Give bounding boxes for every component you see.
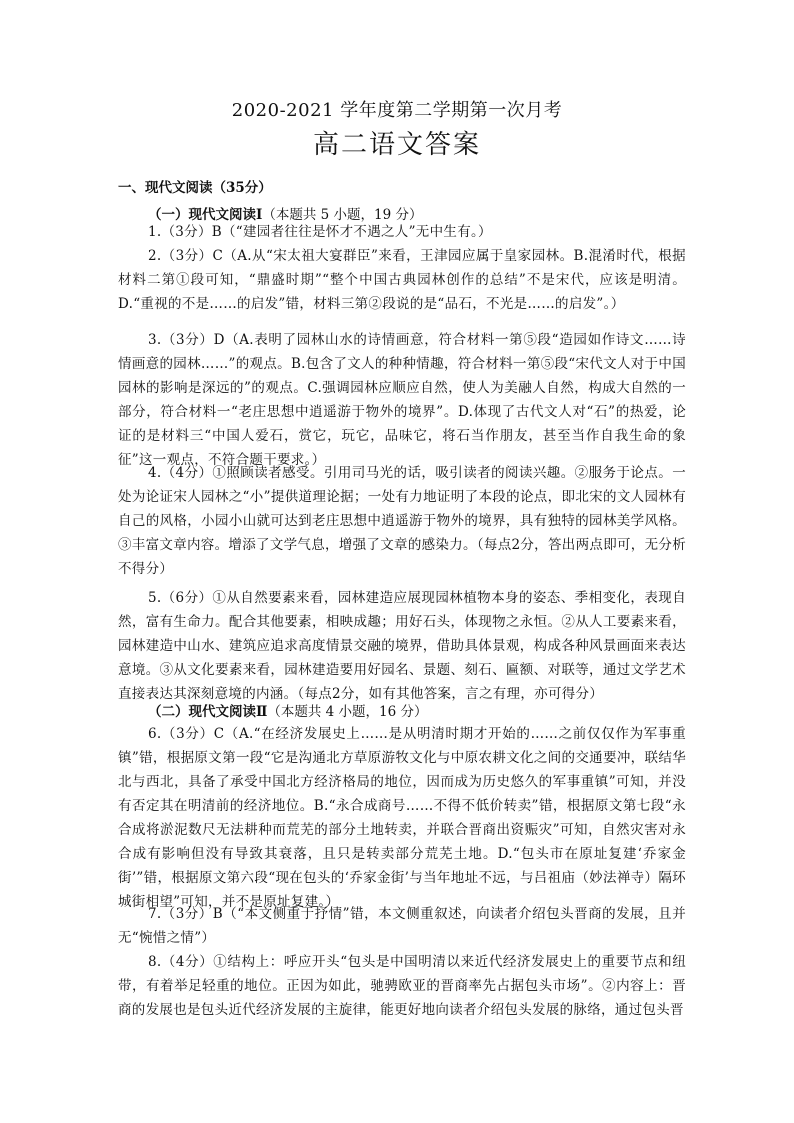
part2-title: （二）现代文阅读Ⅱ [148,704,268,720]
part2-note: （本题共 4 小题，16 分） [267,704,428,720]
part2-heading [148,700,428,720]
part1-note: （本题共 5 小题，19 分） [262,207,423,223]
exam-title: 2020-2021 学年度第二学期第一次月考 [231,100,563,121]
answer-title: 高二语文答案 [312,130,481,160]
answer-q2: 2.（3分）C（A.从“宋太祖大宴群臣”来看，王津园应属于皇家园林。B.混淆时代，根据材料二第①段可知，“鼎盛时期”“整个中国古典园林创作的总结”不是宋代，应该是明清。D.“重视的不是……的启发”错，材料三第②段说的是“品石，不光是……的启发”。） [118,248,686,312]
answer-q6: 6.（3分）C（A.“在经济发展史上……是从明清时期才开始的……之前仅仅作为军事重镇”错，根据原文第一段“它是沟通北方草原游牧文化与中原农耕文化之间的交通要冲，联结华北与西北，具备了承受中国北方经济格局的地位，因而成为历史悠久的军事重镇”可知，并没有否定其在明清前的经济地位。B.“永合成商号……不得不低价转卖”错，根据原文第七段“永合成将淤泥数尺无法耕种而荒芜的部分土地转卖，并联合晋商出资赈灾”可知，自然灾害对永合成有影响但没有导致其衰落，且只是转卖部分荒芜土地。D.“包头市在原址复建‘乔家金街’”错，根据原文第六段“现在包头的‘乔家金街’与当年地址不远，与吕祖庙（妙法禅寺）隔环城街相望”可知，并不是原址复建。） [118,726,687,910]
answer-q3: 3.（3分）D（A.表明了园林山水的诗情画意，符合材料一第⑤段“造园如作诗文……诗情画意的园林……”的观点。B.包含了文人的种种情趣，符合材料一第⑤段“宋代文人对于中国园林的影响是深远的”的观点。C.强调园林应顺应自然，使人为美融人自然，构成大自然的一部分，符合材料一“老庄思想中逍遥游于物外的境界”。D.体现了古代文人对“石”的热爱，论证的是材料三“中国人爱石，赏它，玩它，品味它，将石当作朋友，甚至当作自我生命的象征”这一观点，不符合题干要求。） [118,332,686,468]
answer-q4: 4.（4分）①照顾读者感受。引用司马光的话，吸引读者的阅读兴趣。②服务于论点。一处为论证宋人园林之“小”提供道理论据；一处有力地证明了本段的论点，即北宋的文人园林有自己的风格，小园小山就可达到老庄思想中逍遥游于物外的境界，具有独特的园林美学风格。③丰富文章内容。增添了文学气息，增强了文章的感染力。（每点2分，答出两点即可，无分析不得分） [118,465,686,577]
answer-q8: 8.（4分）①结构上：呼应开头“包头是中国明清以来近代经济发展史上的重要节点和纽带，有着举足轻重的地位。正因为如此，驰骋欧亚的晋商率先占据包头市场”。②内容上：晋商的发展也是包头近代经济发展的主旋律，能更好地向读者介绍包头发展的脉络，通过包头晋 [118,954,686,1018]
section-heading: 一、现代文阅读（35分） [118,180,272,196]
answer-q7: 7.（3分）B（“本文侧重于抒情”错，本文侧重叙述，向读者介绍包头晋商的发展，且并无“惋惜之情”） [118,906,686,946]
answer-q5: 5.（6分）①从自然要素来看，园林建造应展现园林植物本身的姿态、季相变化，表现自然，富有生命力。配合其他要素，相映成趣；用好石头，体现物之永恒。②从人工要素来看，园林建造中山水、建筑应追求高度情景交融的境界，借助具体景观，构成各种风景画面来表达意境。③从文化要素来看，园林建造要用好园名、景题、刻石、匾额、对联等，通过文学艺术直接表达其深刻意境的内涵。（每点2分，如有其他答案，言之有理，亦可得分） [118,590,686,702]
answer-q1: 1.（3分）B（“建园者往往是怀才不遇之人”无中生有。） [148,224,492,240]
part1-title: （一）现代文阅读Ⅰ [148,207,263,223]
